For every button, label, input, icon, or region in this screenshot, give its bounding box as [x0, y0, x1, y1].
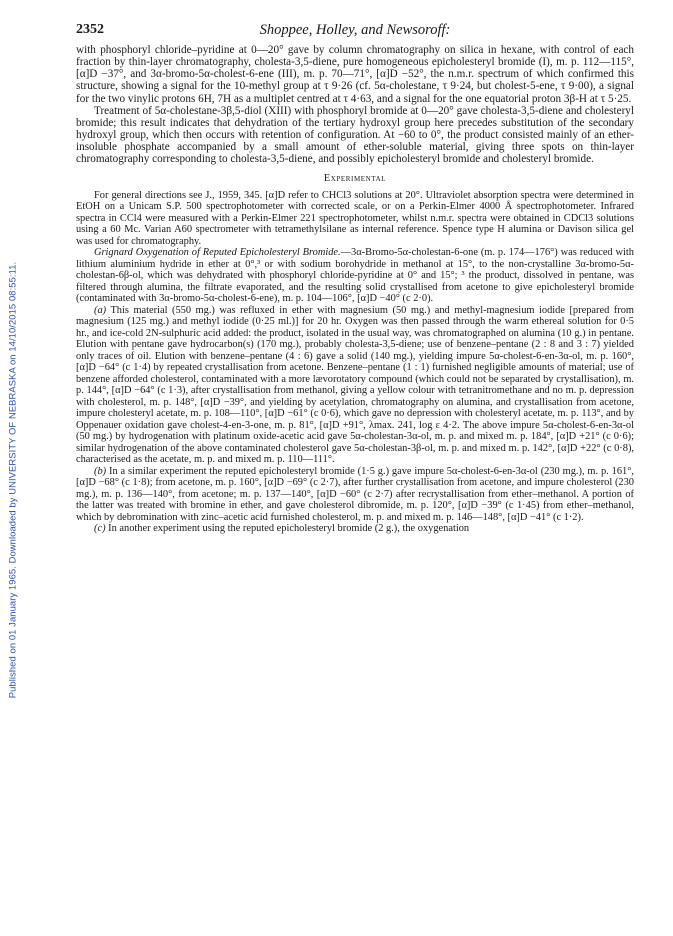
part-a-text: This material (550 mg.) was refluxed in ether with magnesium (50 mg.) and methyl-magnesium iodide [prepared from magnesium (125 mg.) and methyl iodide (0·25 ml.)] for 20 hr. Oxygen was then passed through the warm ethereal solution for 0·5 hr., and ice-cold 2N-sulphuric acid added: the product, isolated in the usual way, was chromatographed on alumina (10 g.) in pentane. Elution with pentane gave hydrocarbon(s) (170 mg.), probably cholesta-3,5-diene; use of benzene–pentane (2 : 8 and 3 : 7) yielded only traces of oil. Elution with benzene–pentane (4 : 6) gave a solid (140 mg.), yielding impure 5α-cholest-6-en-3α-ol, m. p. 160°, [α]D −64° (c 1·4) by repeated crystallisation from acetone. Benzene–pentane (1 : 1) furnished negligible amounts of material; use of benzene afforded cholesterol, contaminated with a more lævorotatory compound (which could not be separated by crystallisation), m. p. 144°, [α]D −64° (c 1·3), after crystallisation from methanol, giving a yellow colour with tetranitromethane and no m. p. depression with cholesterol, m. p. 148°, [α]D −39°, and yielding by acetylation, chromatography on alumina, and crystallisation from acetone, impure cholesteryl acetate, m. p. 108—110°, [α]D −61° (c 0·6), which gave no depression with cholesteryl acetate, m. p. 113°, and by Oppenauer oxidation gave cholest-4-en-3-one, m. p. 81°, [α]D +91°, λmax. 241, log ε 4·2. The above impure 5α-cholest-6-en-3α-ol (50 mg.) by hydrogenation with platinum oxide-acetic acid gave 5α-cholestan-3α-ol, m. p. and mixed m. p. 184°, [α]D +21° (c 0·6); similar hydrogenation of the above contaminated cholesterol gave 5α-cholestan-3β-ol, m. p. and mixed m. p. 142°, [α]D +22° (c 0·8), characterised as the acetate, m. p. and mixed m. p. 110—111°. — [76, 304, 634, 466]
page-number: 2352 — [76, 22, 104, 37]
general-directions-paragraph: For general directions see J., 1959, 345. [α]D refer to CHCl3 solutions at 20°. Ultraviolet absorption spectra were determined in EtOH on a Unicam S.P. 500 spectrophotometer with corrected scale, or on a Perkin-Elmer 4000 Å spectrophotometer. Infrared spectra in CCl4 were measured with a Perkin-Elmer 221 spectrophotometer, whilst n.m.r. spectra were obtained in CDCl3 solutions using a 60 Mc. Varian A60 spectrometer with tetramethylsilane as internal reference. Spence type H alumina or Davison silica gel was used for chromatography. — [76, 189, 634, 247]
journal-page — [76, 22, 634, 535]
part-c-paragraph — [76, 523, 634, 535]
part-b-paragraph — [76, 466, 634, 524]
part-b-label: (b) — [94, 465, 107, 477]
grignard-title: Grignard Oxygenation of Reputed Epicholesteryl Bromide. — [94, 247, 341, 259]
grignard-body: —3α-Bromo-5α-cholestan-6-one (m. p. 174—176°) was reduced with lithium aluminium hydride in ether at 0°,³ or with sodium borohydride in methanol at 15°, to the non-crystalline 3α-bromo-5α-cholestan-6β-ol, which was dehydrated with phosphoryl chloride-pyridine at 0° and 15°; ³ the product, dissolved in pentane, was filtered through alumina, the filtrate evaporated, and the resulting solid crystallised from acetone to give epicholesteryl bromide (contaminated with 3α-bromo-5α-cholest-6-ene), m. p. 104—106°, [α]D −40° (c 2·0). — [76, 247, 635, 305]
article-body — [76, 44, 634, 535]
part-b-text: In a similar experiment the reputed epicholesteryl bromide (1·5 g.) gave impure 5α-cholest-6-en-3α-ol (230 mg.), m. p. 161°, [α]D −68° (c 1·8); from acetone, m. p. 160°, [α]D −69° (c 2·7), after further crystallisation from acetone, and impure cholesterol (230 mg.), m. p. 136—140°, from acetone; m. p. 137—140°, [α]D −60° (c 2·7) after recrystallisation from ether–methanol. A portion of the latter was treated with bromine in ether, and gave cholesterol dibromide, m. p. 120°, [α]D −39° (c 1·45) from ether–methanol, which by debromination with zinc–acetic acid furnished cholesterol, m. p. and mixed m. p. 146—148°, [α]D −41° (c 1·2). — [76, 465, 634, 523]
intro-paragraph-2: Treatment of 5α-cholestane-3β,5-diol (XIII) with phosphoryl bromide at 0—20° gave cholesta-3,5-diene and cholesteryl bromide; this result indicates that dehydration of the tertiary hydroxyl group here precedes substitution of the secondary hydroxyl group, which then occurs with retention of configuration. At −60 to 0°, the product consisted mainly of an ether-insoluble phosphate accompanied by a small amount of ether-soluble material, giving three spots on thin-layer chromatography corresponding to cholesta-3,5-diene, and possibly epicholesteryl bromide and cholesteryl bromide. — [76, 104, 634, 166]
part-a-label: (a) — [94, 304, 107, 316]
part-c-text: In another experiment using the reputed epicholesteryl bromide (2 g.), the oxygenation — [108, 523, 470, 535]
page-header — [76, 22, 634, 44]
experimental-section — [76, 190, 634, 535]
grignard-paragraph — [76, 247, 634, 305]
publication-watermark — [2, 170, 22, 790]
part-c-label: (c) — [94, 523, 106, 535]
publication-watermark-text: Published on 01 January 1965. Downloaded by UNIVERSITY OF NEBRASKA on 14/10/2015 08:55:11. — [6, 261, 18, 699]
part-a-paragraph — [76, 305, 634, 466]
running-title: Shoppee, Holley, and Newsoroff: — [259, 22, 451, 38]
experimental-heading: Experimental — [323, 172, 387, 184]
intro-paragraph-1: with phosphoryl chloride–pyridine at 0—20° gave by column chromatography on silica in hexane, with control of each fraction by thin-layer chromatography, cholesta-3,5-diene, pure homogeneous epicholesteryl bromide (I), m. p. 112—115°, [α]D −37°, and 3α-bromo-5α-cholest-6-ene (III), m. p. 70—71°, [α]D −52°, the n.m.r. spectrum of which confirmed this structure, showing a signal for the 10-methyl group at τ 9·26 (cf. 5α-cholestane, τ 9·24, but cholest-5-ene, τ 9·00), a signal for the two vinylic protons 6H, 7H as a multiplet centred at τ 4·63, and a signal for the one equatorial proton 3β-H at τ 5·25. — [76, 44, 634, 105]
